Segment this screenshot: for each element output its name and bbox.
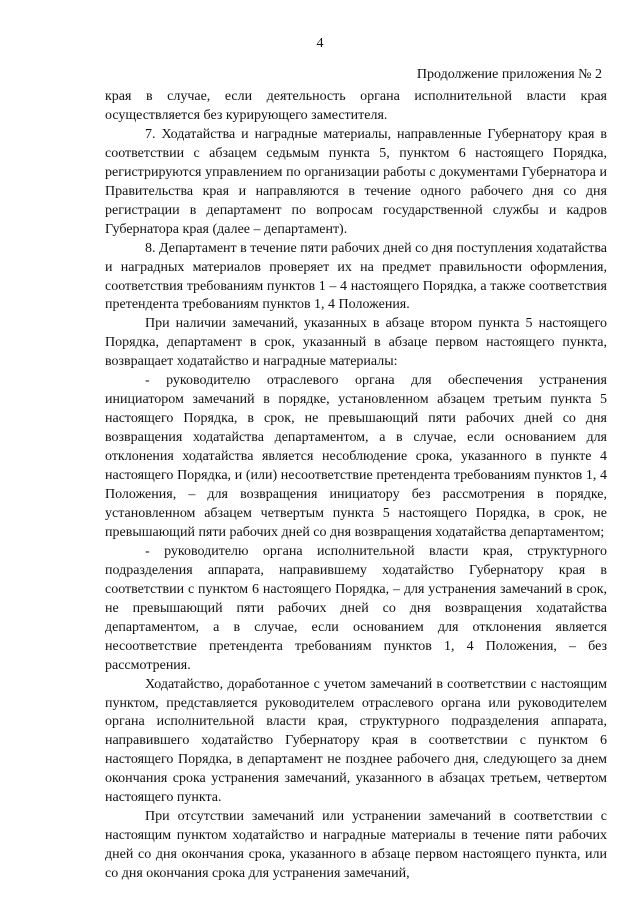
paragraph-bullet-executive-head: - руководителю органа исполнительной власти края, структурного подразделения аппарата, направившему ходатайство Губернатору края в соответствии с пунктом 6 настоящего Порядка, – для устранения замечаний в срок, не превышающий пяти рабочих дней со дня возвращения ходатайства департаментом, а в случае, если основанием для отклонения является несоответствие претендента требованиям пунктов 1, 4 Положения, – без рассмотрения.	[105, 543, 607, 673]
appendix-continuation-note: Продолжение приложения № 2	[416, 67, 602, 82]
paragraph-bullet-sector-head: - руководителю отраслевого органа для обеспечения устранения инициатором замечаний в порядке, установленном абзацем третьим пункта 5 настоящего Порядка, в срок, не превышающий пяти рабочих дней со дня возвращения ходатайства департаментом, а в случае, если основанием для отклонения ходатайства является несоблюдение срока, указанного в пункте 4 настоящего Порядка, и (или) несоответствие претендента требованиям пунктов 1, 4 Положения, – для возвращения инициатору без рассмотрения в порядке, установленном абзацем четвертым пункта 5 настоящего Порядка, в срок, не превышающий пяти рабочих дней со дня возвращения ходатайства департаментом;	[105, 373, 607, 540]
paragraph-revised-petition: Ходатайство, доработанное с учетом замечаний в соответствии с настоящим пунктом, представляется руководителем отраслевого органа или руководителем органа исполнительной власти края, структурного подразделения аппарата, направившего ходатайство Губернатору края в соответствии с пунктом 6 настоящего Порядка, в департамент не позднее рабочего дня, следующего за днем окончания срока устранения замечаний, указанного в абзацах третьем, четвертом настоящего пункта.	[105, 676, 607, 806]
paragraph-remarks: При наличии замечаний, указанных в абзаце втором пункта 5 настоящего Порядка, департамент в срок, указанный в абзаце первом настоящего пункта, возвращает ходатайство и наградные материалы:	[105, 316, 607, 370]
paragraph-no-remarks: При отсутствии замечаний или устранении замечаний в соответствии с настоящим пунктом ходатайство и наградные материалы в течение пяти рабочих дней со дня окончания срока, указанного в абзаце первом настоящего пункта, или со дня окончания срока для устранения замечаний,	[105, 809, 607, 882]
page-number: 4	[316, 36, 324, 51]
paragraph-continuation: края в случае, если деятельность органа исполнительной власти края осуществляется без курирующего заместителя.	[105, 89, 607, 123]
document-body	[105, 88, 607, 884]
paragraph-item-8: 8. Департамент в течение пяти рабочих дней со дня поступления ходатайства и наградных материалов проверяет их на предмет правильности оформления, соответствия требованиям пунктов 1 – 4 настоящего Порядка, а также соответствия претендента требованиям пунктов 1, 4 Положения.	[105, 240, 607, 313]
paragraph-item-7: 7. Ходатайства и наградные материалы, направленные Губернатору края в соответствии с абзацем седьмым пункта 5, пунктом 6 настоящего Порядка, регистрируются управлением по организации работы с документами Губернатора и Правительства края и направляются в течение одного рабочего дня со дня регистрации в департамент по вопросам государственной службы и кадров Губернатора края (далее – департамент).	[105, 126, 607, 237]
